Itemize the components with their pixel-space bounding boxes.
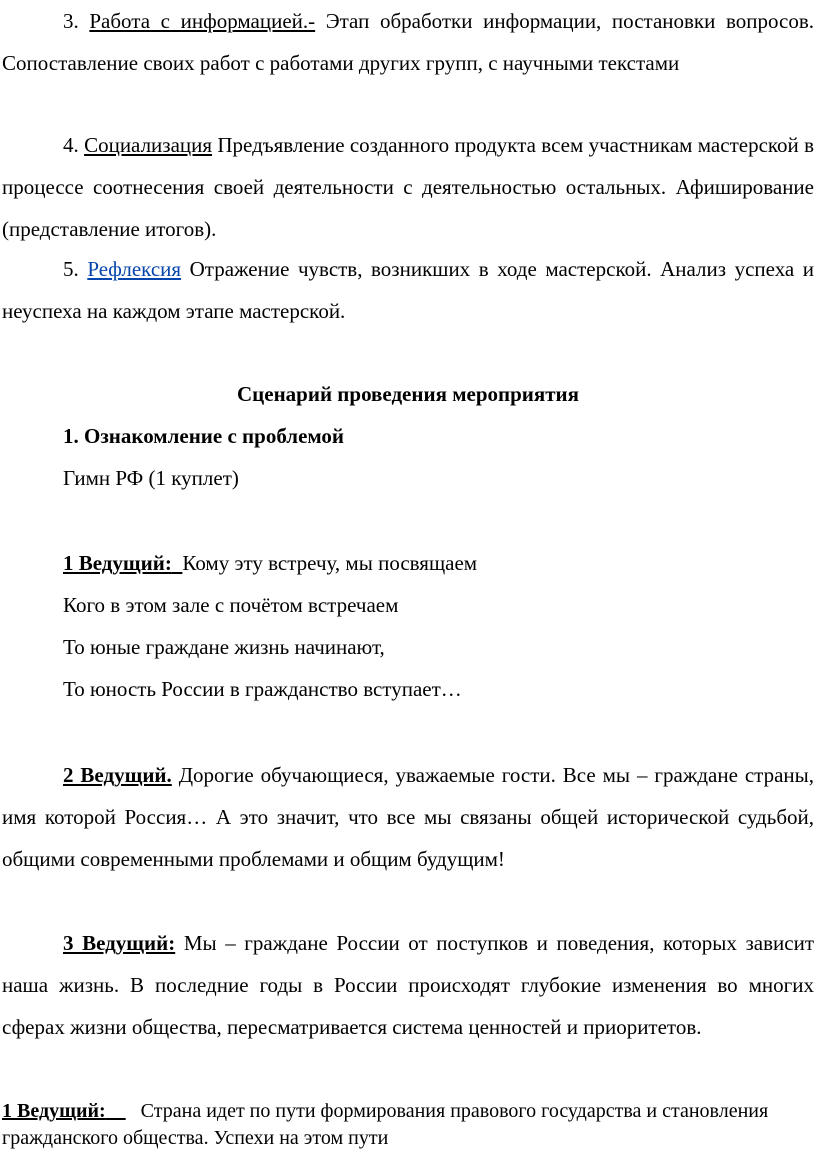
item-3-paragraph [2, 0, 814, 84]
item-4-number: 4. [63, 133, 79, 157]
item-3-title: Работа с информацией.- [89, 9, 316, 33]
host-2-text: Дорогие обучающиеся, уважаемые гости. Все мы – граждане страны, имя которой Россия… А это значит, что все мы связаны общей исторической судьбой, общими современными проблемами и общим будущим! [2, 763, 814, 871]
host-1-second-paragraph [2, 1098, 814, 1152]
verse-line-1: Кому эту встречу, мы посвящаем [182, 551, 478, 575]
item-5-paragraph [2, 248, 814, 332]
host-1-verse-line-1 [63, 542, 477, 584]
host-3-text: Мы – граждане России от поступков и поведения, которых зависит наша жизнь. В последние годы в России происходят глубокие изменения во многих сферах жизни общества, пересматривается система ценностей и приоритетов. [2, 931, 815, 1039]
host-3-paragraph [2, 922, 814, 1048]
verse-line-3: То юные граждане жизнь начинают, [63, 635, 385, 659]
item-4-text: Предъявление созданного продукта всем участникам мастерской в процессе соотнесения своей деятельности с деятельностью остальных. Афиширование (представление итогов). [2, 133, 815, 241]
verse-line-2: Кого в этом зале с почётом встречаем [63, 593, 399, 617]
verse-line-4: То юность России в гражданство вступает… [63, 677, 462, 701]
host-2-speaker: 2 Ведущий. [63, 763, 172, 787]
item-3-text: Этап обработки информации, постановки вопросов. Сопоставление своих работ с работами других групп, с научными текстами [2, 9, 814, 75]
host-1-second-speaker: 1 Ведущий: [2, 1100, 106, 1122]
section-1-title: 1. Ознакомление с проблемой [63, 424, 345, 448]
item-3-number: 3. [63, 9, 79, 33]
host-1-second-text: Страна идет по пути формирования правового государства и становления гражданского общества. Успехи на этом пути [2, 1100, 769, 1149]
item-5-number: 5. [63, 257, 79, 281]
item-5-text: Отражение чувств, возникших в ходе мастерской. Анализ успеха и неуспеха на каждом этапе мастерской. [2, 257, 815, 323]
host-3-speaker: 3 Ведущий: [63, 931, 176, 955]
item-4-title: Социализация [84, 133, 213, 157]
scenario-heading: Сценарий проведения мероприятия [236, 382, 580, 406]
host-2-paragraph [2, 754, 814, 880]
item-5-link[interactable]: Рефлексия [87, 257, 182, 281]
anthem-line: Гимн РФ (1 куплет) [63, 466, 239, 490]
host-1-speaker: 1 Ведущий: [63, 551, 172, 575]
item-4-paragraph [2, 124, 814, 250]
